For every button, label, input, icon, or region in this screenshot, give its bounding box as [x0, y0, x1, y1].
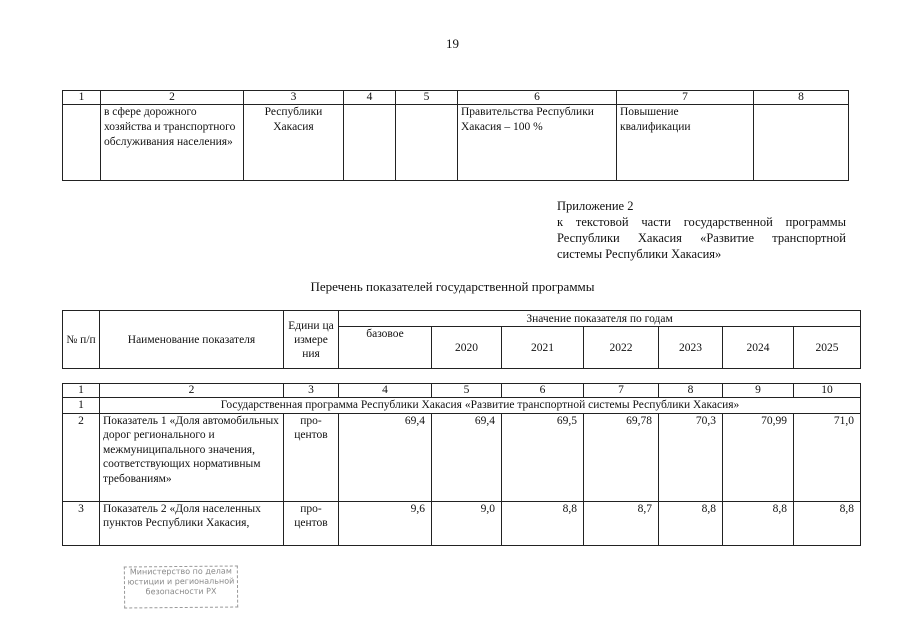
- program-row: [63, 398, 861, 414]
- values-group-header: Значение показателя по годам: [339, 311, 861, 327]
- value-cell: 8,8: [723, 501, 794, 545]
- row-number: 3: [63, 501, 100, 545]
- indicator-header-table: [62, 310, 861, 369]
- year-header: 2021: [502, 327, 584, 369]
- value-cell: 8,8: [502, 501, 584, 545]
- value-cell: 69,78: [584, 413, 659, 501]
- indicator-table: [62, 383, 861, 546]
- column-number: 3: [284, 384, 339, 398]
- column-number: 7: [584, 384, 659, 398]
- appendix-line: Республики Хакасия «Развитие транспортной: [557, 231, 846, 245]
- table-cell: Республики Хакасия: [244, 105, 344, 181]
- column-number: 8: [754, 91, 849, 105]
- year-header: 2024: [723, 327, 794, 369]
- column-number: 10: [794, 384, 861, 398]
- column-number: 5: [396, 91, 458, 105]
- appendix-line: системы Республики Хакасия»: [557, 247, 722, 261]
- value-cell: 69,4: [339, 413, 432, 501]
- indicator-name: Показатель 1 «Доля автомобильных дорог регионального и межмуниципального значения, соответствующих нормативным требованиям»: [100, 413, 284, 501]
- column-number: 6: [502, 384, 584, 398]
- value-cell: 70,99: [723, 413, 794, 501]
- table-cell: [754, 105, 849, 181]
- table-cell: [396, 105, 458, 181]
- column-number: 2: [100, 384, 284, 398]
- appendix-line: Приложение 2: [557, 199, 634, 213]
- table-row: [63, 105, 849, 181]
- indicator-name: Показатель 2 «Доля населенных пунктов Республики Хакасия,: [100, 501, 284, 545]
- value-cell: 8,8: [794, 501, 861, 545]
- column-number: 4: [344, 91, 396, 105]
- stamp-line: юстиции и региональной: [127, 576, 235, 587]
- unit-cell: про-центов: [284, 501, 339, 545]
- unit-header: Едини ца измере ния: [284, 311, 339, 369]
- column-number-row: [63, 384, 861, 398]
- column-number: 9: [723, 384, 794, 398]
- column-number: 2: [101, 91, 244, 105]
- appendix-heading: [557, 198, 846, 262]
- unit-cell: про-центов: [284, 413, 339, 501]
- value-cell: 9,0: [432, 501, 502, 545]
- value-cell: 9,6: [339, 501, 432, 545]
- value-cell: 69,4: [432, 413, 502, 501]
- year-header: 2023: [659, 327, 723, 369]
- table-cell: в сфере дорожного хозяйства и транспортного обслуживания населения»: [101, 105, 244, 181]
- table-cell: Правительства Республики Хакасия – 100 %: [458, 105, 617, 181]
- row-number: 1: [63, 398, 100, 414]
- page-number: 19: [446, 36, 459, 51]
- table-cell: [63, 105, 101, 181]
- year-header: 2022: [584, 327, 659, 369]
- value-cell: 69,5: [502, 413, 584, 501]
- column-number-row: [63, 91, 849, 105]
- list-title: Перечень показателей государственной программы: [310, 279, 595, 294]
- number-header: № п/п: [63, 311, 100, 369]
- value-cell: 8,7: [584, 501, 659, 545]
- column-number: 3: [244, 91, 344, 105]
- base-year-header: базовое: [339, 327, 432, 369]
- appendix-line: к текстовой части государственной программы: [557, 215, 846, 229]
- stamp-line: безопасности РХ: [145, 586, 217, 597]
- name-header: Наименование показателя: [100, 311, 284, 369]
- column-number: 7: [617, 91, 754, 105]
- value-cell: 70,3: [659, 413, 723, 501]
- column-number: 6: [458, 91, 617, 105]
- continued-table: [62, 90, 849, 181]
- column-number: 5: [432, 384, 502, 398]
- value-cell: 71,0: [794, 413, 861, 501]
- row-number: 2: [63, 413, 100, 501]
- table-row: [63, 501, 861, 545]
- column-number: 1: [63, 91, 101, 105]
- table-cell: [344, 105, 396, 181]
- column-number: 8: [659, 384, 723, 398]
- program-title: Государственная программа Республики Хакасия «Развитие транспортной системы Республики Хакасия»: [100, 398, 861, 414]
- registration-stamp: [124, 566, 238, 609]
- stamp-line: Министерство по делам: [129, 566, 232, 577]
- column-number: 1: [63, 384, 100, 398]
- column-number: 4: [339, 384, 432, 398]
- year-header: 2020: [432, 327, 502, 369]
- year-header: 2025: [794, 327, 861, 369]
- value-cell: 8,8: [659, 501, 723, 545]
- table-cell: Повышение квалификации: [617, 105, 754, 181]
- table-row: [63, 413, 861, 501]
